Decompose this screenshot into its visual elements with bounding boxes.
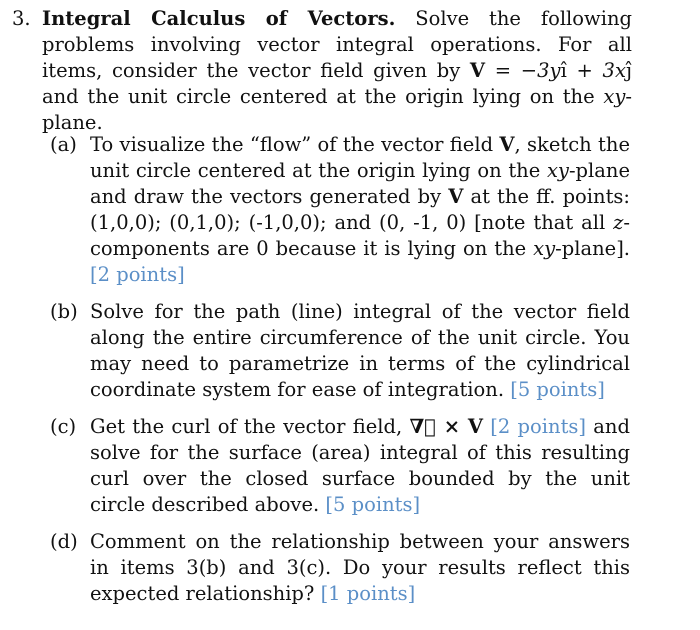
item-a-text-2: , sketch the unit circle centered at the origin lying on the bbox=[90, 133, 630, 182]
vector-field-symbol: V bbox=[469, 59, 486, 82]
item-c-text-2: and solve for the surface (area) integral of this resulting curl over the closed surface bounded by the unit circle described above. bbox=[90, 415, 630, 516]
intro-text-2: and the unit circle centered at the origin lying on the bbox=[42, 85, 604, 108]
item-a-plane-2: xy bbox=[533, 237, 556, 260]
item-a bbox=[50, 132, 630, 288]
curl-operator: ∇⃗ × bbox=[409, 415, 468, 438]
item-c-points-2: [5 points] bbox=[325, 493, 421, 516]
item-b-text: Solve for the path (line) integral of the vector field along the entire circumference of the unit circle. You may need to parametrize in terms of the cylindrical coordinate system for ease of integration. bbox=[90, 300, 630, 401]
field-equation-part-1: = −3y bbox=[485, 59, 561, 82]
item-a-text-3: -plane and draw the vectors generated by bbox=[90, 159, 630, 208]
item-b-label: (b) bbox=[50, 300, 78, 323]
item-a-symbol-2: V bbox=[448, 185, 464, 208]
item-c-points-1: [2 points] bbox=[483, 415, 587, 438]
item-c-symbol: V bbox=[467, 415, 484, 438]
item-b-points: [5 points] bbox=[510, 378, 605, 401]
problem-title: Integral Calculus of Vectors. bbox=[42, 7, 396, 30]
item-a-symbol-1: V bbox=[499, 133, 515, 156]
item-d-points: [1 points] bbox=[320, 582, 416, 605]
problem-3 bbox=[12, 6, 632, 136]
item-a-text-6: -plane]. bbox=[555, 237, 630, 260]
j-hat: ĵ bbox=[625, 59, 632, 82]
item-a-text-1: To visualize the “flow” of the vector field bbox=[90, 133, 500, 156]
item-d-text: Comment on the relationship between your answers in items 3(b) and 3(c). Do your results reflect this expected relationship? bbox=[90, 530, 630, 605]
item-d bbox=[50, 529, 630, 607]
sub-items-list bbox=[50, 132, 630, 618]
problem-number: 3. bbox=[12, 7, 31, 30]
item-a-label: (a) bbox=[50, 133, 77, 156]
intro-text-1: Solve the following problems involving vector integral operations. For all items, consider the vector field given by bbox=[42, 7, 632, 82]
item-a-z-variable: z bbox=[613, 211, 624, 234]
item-c-text-1: Get the curl of the vector field, bbox=[90, 415, 410, 438]
item-a-text-4: at the ff. points: (1,0,0); (0,1,0); (-1,0,0); and (0, -1, 0) [note that all bbox=[90, 185, 630, 234]
item-a-plane-1: xy bbox=[546, 159, 569, 182]
item-c-label: (c) bbox=[50, 415, 77, 438]
item-b bbox=[50, 299, 630, 403]
i-hat: î bbox=[560, 59, 567, 82]
item-d-label: (d) bbox=[50, 530, 78, 553]
item-c bbox=[50, 414, 630, 518]
intro-text-3: -plane. bbox=[42, 85, 632, 134]
field-equation-part-2: + 3x bbox=[566, 59, 626, 82]
item-a-points: [2 points] bbox=[90, 263, 185, 286]
item-a-text-5: -components are 0 because it is lying on the bbox=[90, 211, 630, 260]
problem-statement bbox=[12, 6, 632, 136]
plane-name: xy bbox=[603, 85, 626, 108]
